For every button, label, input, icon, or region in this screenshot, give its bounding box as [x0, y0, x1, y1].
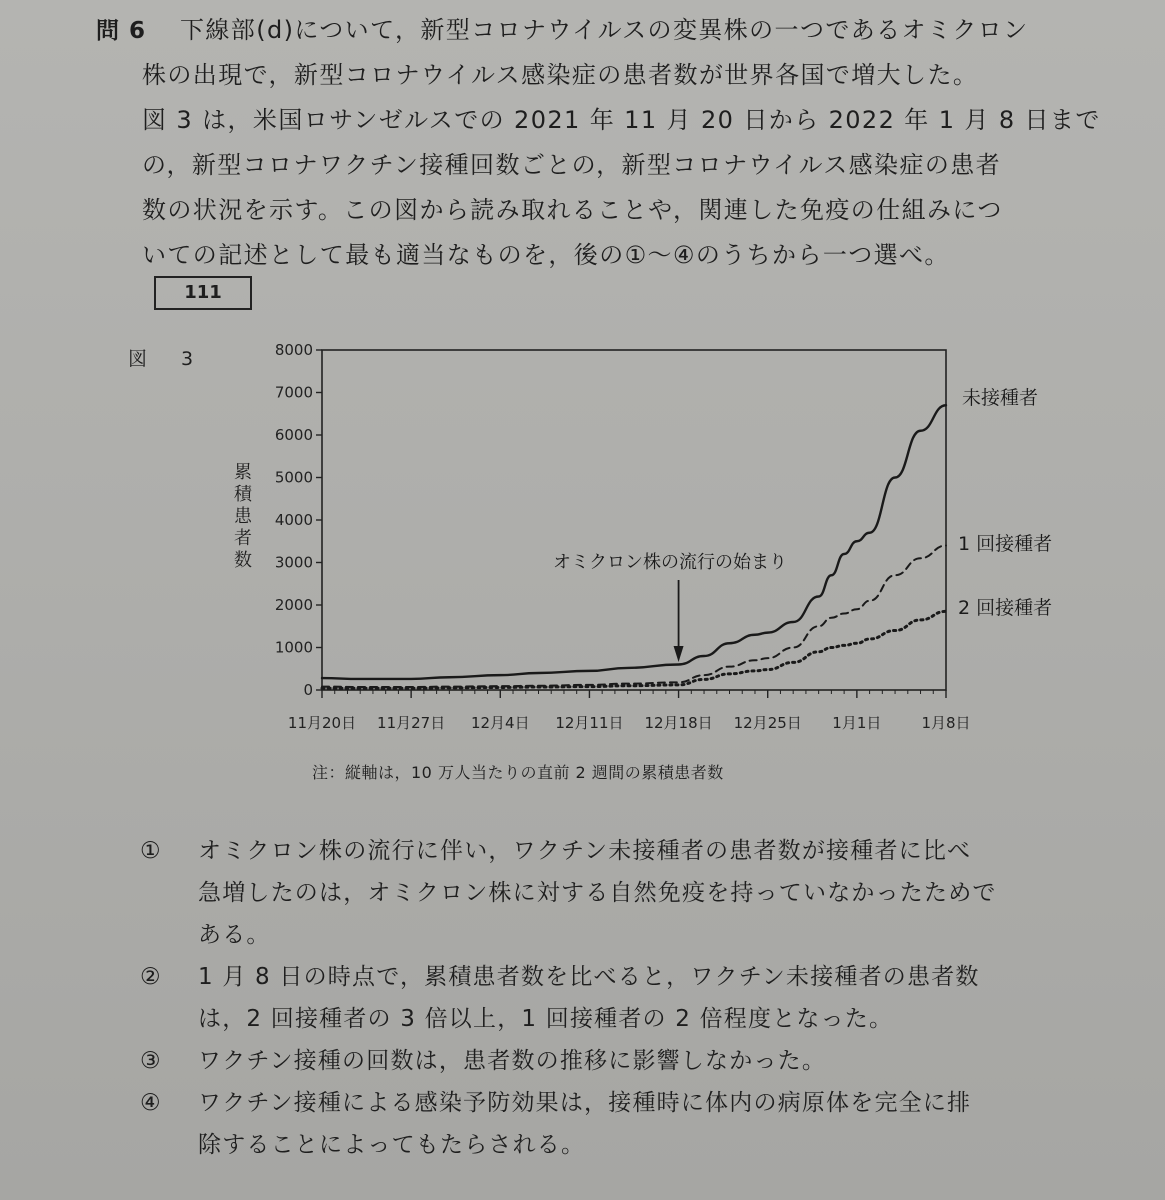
series-line — [322, 405, 946, 679]
x-tick-label: 1月1日 — [832, 714, 882, 732]
answer-options — [140, 830, 1100, 1166]
question-line: 図 3 は，米国ロサンゼルスでの 2021 年 11 月 20 日から 2022 年 1 月 8 日まで — [142, 106, 1101, 134]
y-tick-label: 6000 — [274, 426, 313, 444]
option-line: 1 月 8 日の時点で，累積患者数を比べると，ワクチン未接種者の患者数 — [198, 964, 980, 990]
question-line: の，新型コロナワクチン接種回数ごとの，新型コロナウイルス感染症の患者 — [142, 151, 1002, 179]
plot-frame — [322, 350, 946, 690]
series-label: 2 回接種者 — [958, 597, 1053, 619]
annotation-arrow-head — [674, 646, 684, 662]
option-1[interactable] — [140, 830, 1100, 956]
option-line: ワクチン接種による感染予防効果は，接種時に体内の病原体を完全に排 — [198, 1090, 972, 1116]
figure-label: 図 3 — [128, 348, 208, 370]
series-label: 未接種者 — [962, 387, 1039, 409]
answer-box: 111 — [154, 276, 252, 310]
y-tick-label: 4000 — [274, 511, 313, 529]
chart-lines — [322, 405, 946, 688]
question-line: 下線部(d)について，新型コロナウイルスの変異株の一つであるオミクロン — [180, 16, 1029, 44]
y-tick-label: 8000 — [274, 341, 313, 359]
option-4[interactable] — [140, 1082, 1100, 1166]
x-tick-label: 12月25日 — [733, 714, 802, 732]
y-tick-label: 5000 — [274, 468, 313, 487]
option-line: ワクチン接種の回数は，患者数の推移に影響しなかった。 — [198, 1048, 827, 1074]
question-line: 数の状況を示す。この図から読み取れることや，関連した免疫の仕組みにつ — [142, 196, 1003, 224]
chart-labels — [553, 387, 1052, 662]
option-3[interactable] — [140, 1040, 1100, 1082]
x-tick-label: 11月27日 — [377, 714, 446, 732]
x-tick-label: 12月11日 — [555, 714, 624, 732]
x-tick-label: 11月20日 — [287, 714, 357, 732]
option-line: オミクロン株の流行に伴い，ワクチン未接種者の患者数が接種者に比べ — [198, 838, 972, 864]
option-number: ② — [140, 964, 162, 990]
x-tick-label: 1月8日 — [921, 714, 971, 732]
option-number: ④ — [140, 1090, 162, 1116]
question-line: 株の出現で，新型コロナウイルス感染症の患者数が世界各国で増大した。 — [142, 61, 979, 89]
y-tick-label: 2000 — [274, 596, 313, 614]
series-line — [322, 611, 946, 688]
option-line: ある。 — [198, 922, 271, 948]
option-line: 除することによってもたらされる。 — [198, 1132, 586, 1158]
option-2[interactable] — [140, 956, 1100, 1040]
annotation-text: オミクロン株の流行の始まり — [553, 552, 787, 573]
option-line: 急増したのは，オミクロン株に対する自然免疫を持っていなかったためで — [198, 880, 997, 906]
series-label: 1 回接種者 — [958, 533, 1053, 555]
option-line: は，2 回接種者の 3 倍以上，1 回接種者の 2 倍程度となった。 — [198, 1006, 894, 1032]
question-line: いての記述として最も適当なものを，後の①～④のうちから一つ選べ。 — [142, 241, 950, 269]
y-axis-label: 累積患者数 — [234, 462, 252, 571]
option-number: ③ — [140, 1048, 162, 1074]
question-number: 問 6 — [96, 18, 147, 44]
y-tick-label: 3000 — [274, 553, 313, 572]
y-tick-label: 7000 — [274, 383, 313, 402]
chart-axes — [275, 341, 971, 732]
y-tick-label: 1000 — [274, 638, 313, 657]
x-tick-label: 12月4日 — [470, 714, 530, 732]
figure-note: 注：縦軸は，10 万人当たりの直前 2 週間の累積患者数 — [312, 763, 724, 782]
y-tick-label: 0 — [303, 681, 313, 699]
option-number: ① — [140, 838, 162, 864]
x-tick-label: 12月18日 — [644, 714, 713, 732]
